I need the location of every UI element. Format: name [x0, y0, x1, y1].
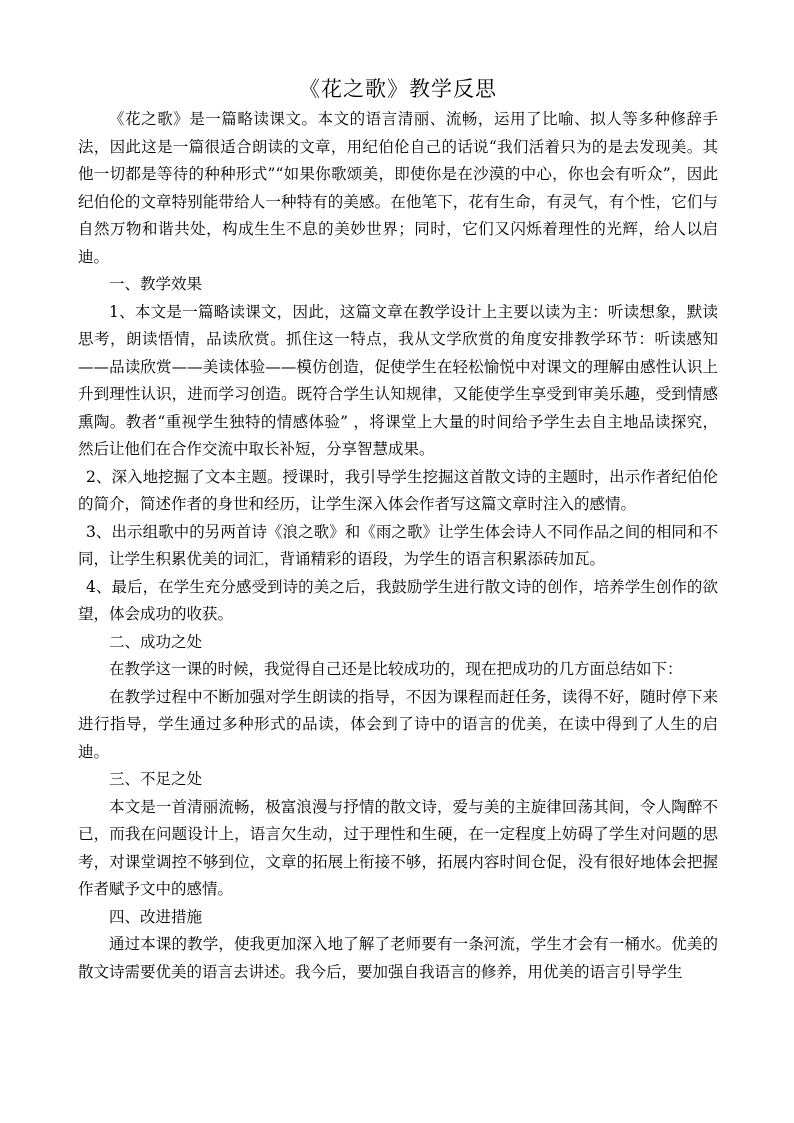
effect-paragraph-3: 3、出示组歌中的另两首诗《浪之歌》和《雨之歌》让学生体会诗人不同作品之间的相同和不同，让学生积累优美的词汇，背诵精彩的语段，为学生的语言积累添砖加瓦。 — [78, 522, 718, 568]
section-heading-shortcomings: 三、不足之处 — [109, 770, 203, 788]
section-heading-improvements: 四、改进措施 — [109, 907, 203, 926]
document-page — [78, 74, 718, 986]
section-heading-teaching-effect: 一、教学效果 — [109, 275, 203, 293]
document-title: 《花之歌》教学反思 — [299, 77, 497, 101]
effect-paragraph-2: 2、深入地挖掘了文本主题。授课时，我引导学生挖掘这首散文诗的主题时，出示作者纪伯伦的简介，简述作者的身世和经历，让学生深入体会作者写这篇文章时注入的感情。 — [78, 467, 718, 513]
effect-paragraph-4: 4、最后，在学生充分感受到诗的美之后，我鼓励学生进行散文诗的创作，培养学生创作的欲望，体会成功的收获。 — [78, 577, 718, 623]
improvements-paragraph-1: 通过本课的教学，使我更加深入地了解了老师要有一条河流，学生才会有一桶水。优美的散文诗需要优美的语言去讲述。我今后，要加强自我语言的修养，用优美的语言引导学生 — [78, 935, 718, 981]
success-paragraph-1: 在教学这一课的时候，我觉得自己还是比较成功的，现在把成功的几方面总结如下： — [109, 660, 683, 678]
effect-paragraph-1: 1、本文是一篇略读课文，因此，这篇文章在教学设计上主要以读为主：听读想象，默读思考，朗读悟情，品读欣赏。抓住这一特点，我从文学欣赏的角度安排教学环节：听读感知——品读欣赏——美读体验——模仿创造，促使学生在轻松愉悦中对课文的理解由感性认识上升到理性认识，进而学习创造。既符合学生认知规律，又能使学生享受到审美乐趣，受到情感熏陶。教者“重视学生独特的情感体验” ，将课堂上大量的时间给予学生去自主地品读探究，然后让他们在合作交流中取长补短，分享智慧成果。 — [78, 302, 718, 458]
shortcomings-paragraph-1: 本文是一首清丽流畅，极富浪漫与抒情的散文诗，爱与美的主旋律回荡其间，令人陶醉不已，而我在问题设计上，语言欠生动，过于理性和生硬，在一定程度上妨碍了学生对问题的思考，对课堂调控不够到位，文章的拓展上衔接不够，拓展内容时间仓促，没有很好地体会把握作者赋予文中的感情。 — [78, 797, 718, 898]
success-paragraph-2: 在教学过程中不断加强对学生朗读的指导，不因为课程而赶任务，读得不好，随时停下来进行指导，学生通过多种形式的品读，体会到了诗中的语言的优美，在读中得到了人生的启迪。 — [78, 687, 718, 761]
intro-paragraph: 《花之歌》是一篇略读课文。本文的语言清丽、流畅，运用了比喻、拟人等多种修辞手法，因此这是一篇很适合朗读的文章，用纪伯伦自己的话说“我们活着只为的是去发现美。其他一切都是等待的种种形式”“如果你歌颂美，即使你是在沙漠的中心，你也会有听众”，因此纪伯伦的文章特别能带给人一种特有的美感。在他笔下，花有生命，有灵气，有个性，它们与自然万物和谐共处，构成生生不息的美妙世界；同时，它们又闪烁着理性的光辉，给人以启迪。 — [78, 110, 718, 266]
section-heading-success: 二、成功之处 — [109, 632, 203, 651]
